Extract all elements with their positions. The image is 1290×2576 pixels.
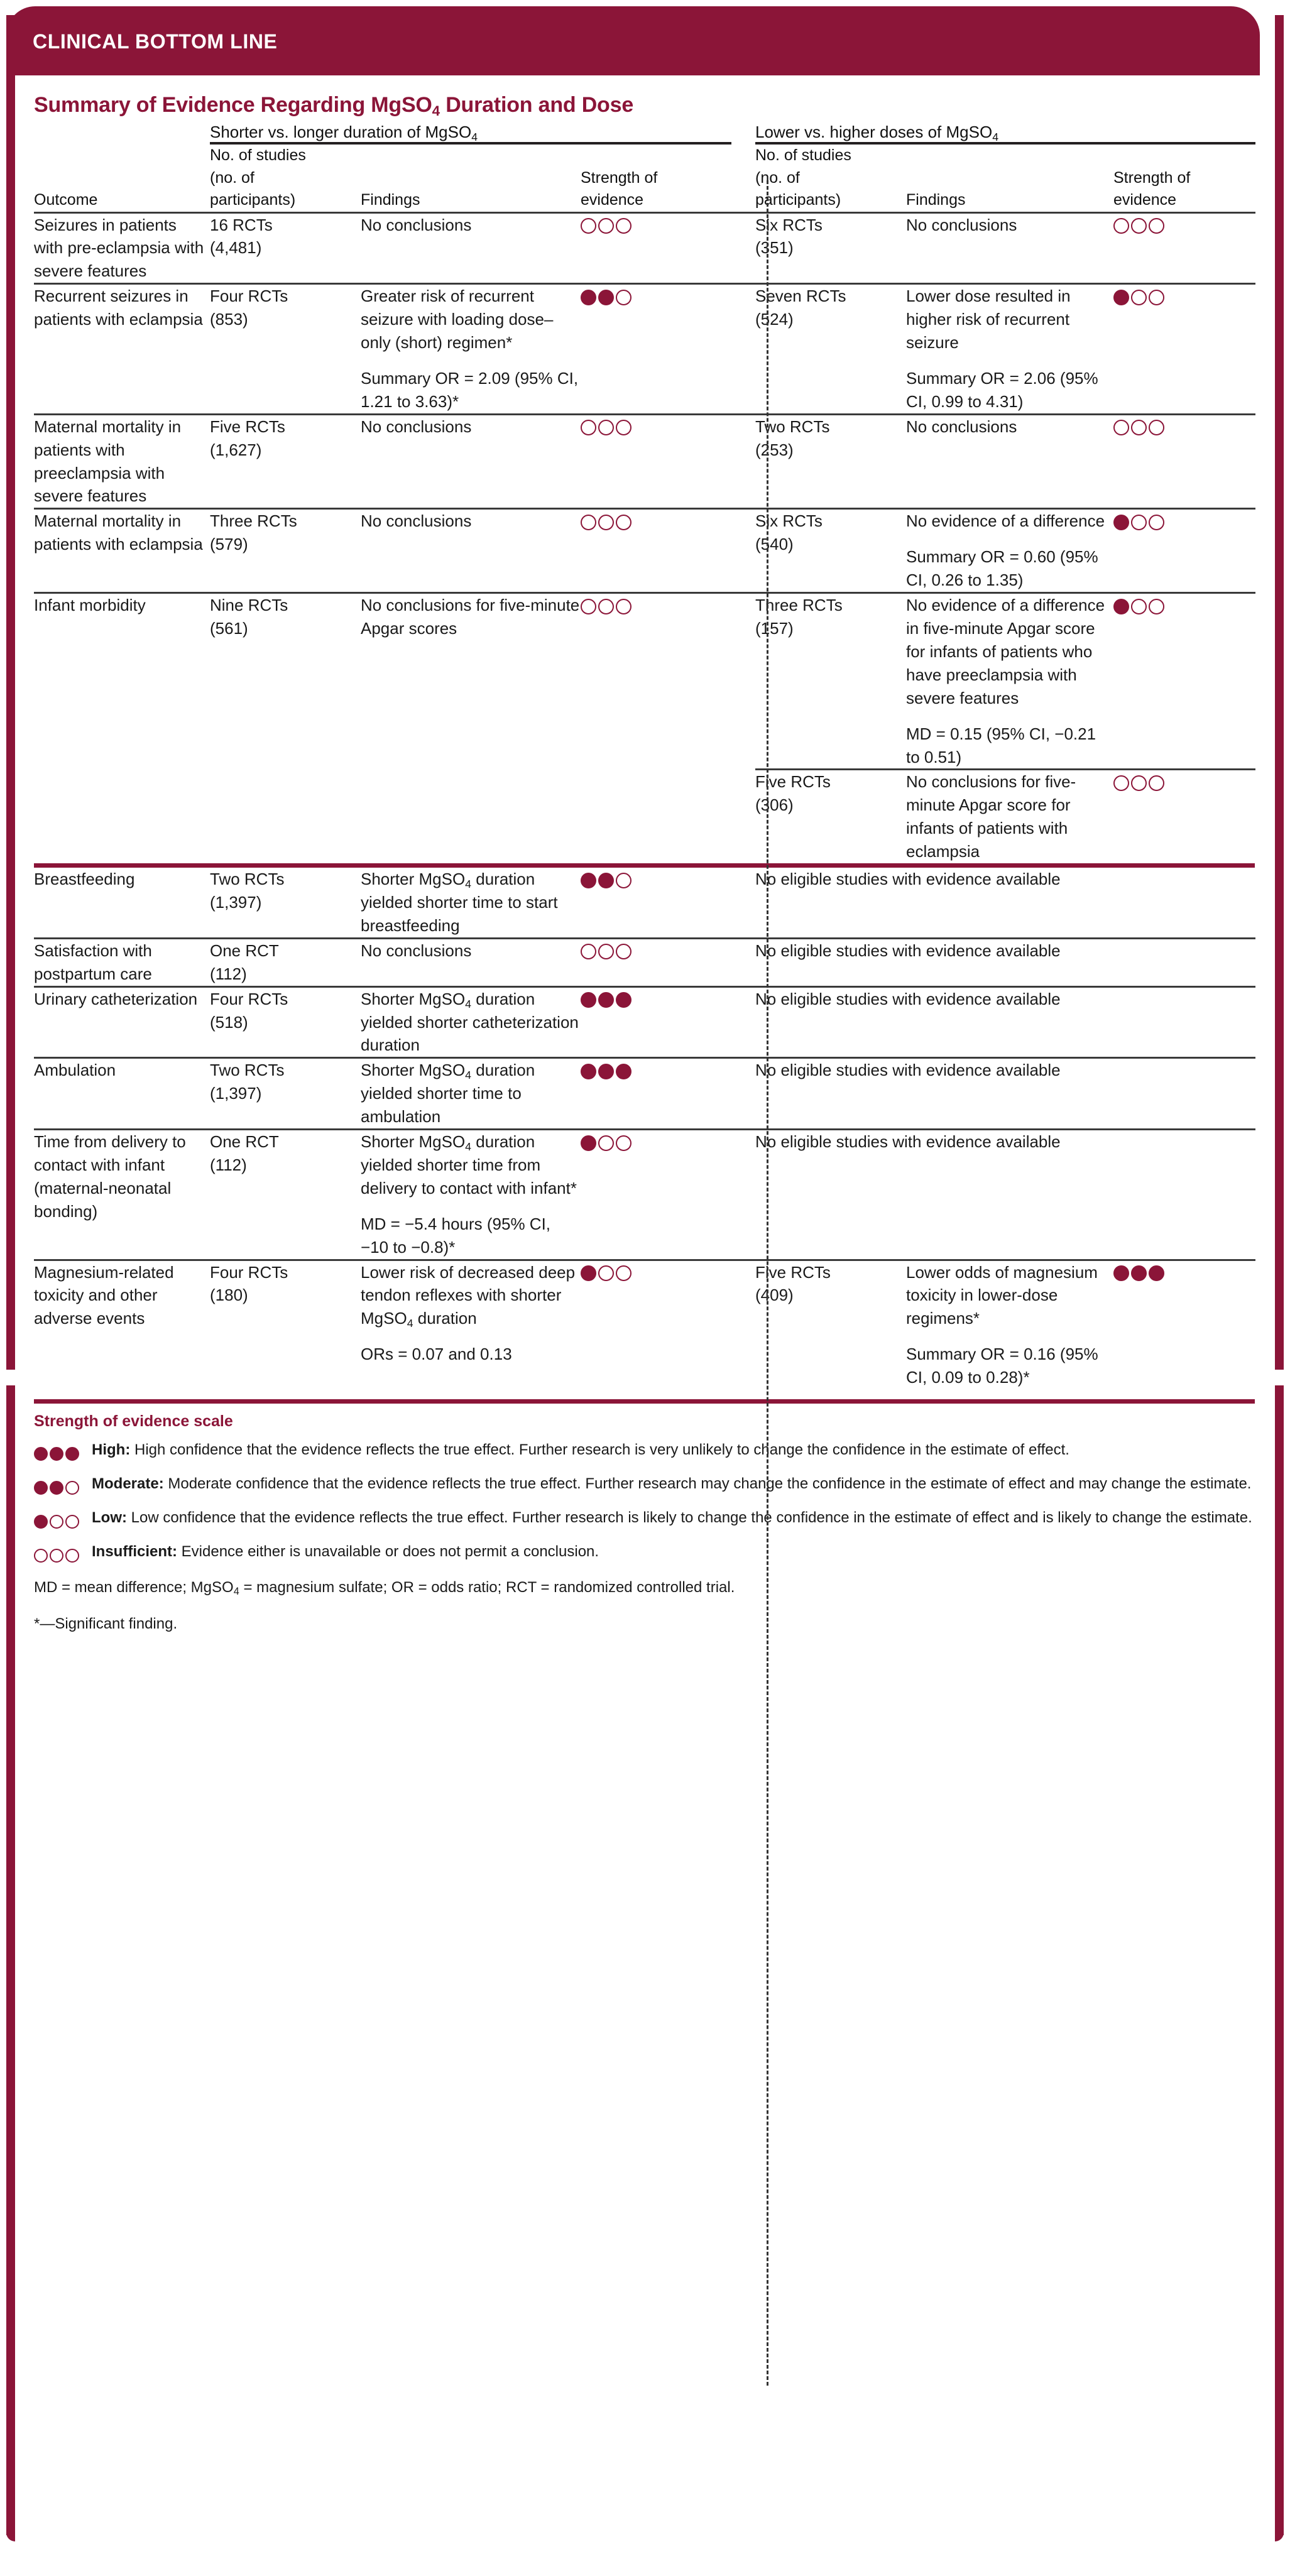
finding-sub: 4 [465,1069,472,1082]
finding-paragraph: Summary OR = 2.09 (95% CI, 1.21 to 3.63)* [361,368,579,411]
soe-dot [616,420,631,435]
table-row [34,986,1255,1058]
soe-dot [598,1135,614,1151]
evidence-table-wrap [15,123,1275,863]
soe-dot [1113,290,1129,305]
legend-title: Strength of evidence scale [34,1412,233,1431]
cell-studies-left: Four RCTs (180) [210,1262,288,1305]
col-header-studies2-l1: No. of studies [755,146,851,164]
cell-outcome: Breastfeeding [34,868,210,938]
soe-dots-low-icon [34,1507,92,1531]
cell-soe-left [581,868,731,938]
finding-post: duration yielded shorter time to start breastfeeding [361,870,558,935]
finding-paragraph: MD = 0.15 (95% CI, −0.21 to 0.51) [906,724,1096,767]
soe-dot [598,1064,614,1079]
cell-gap [731,593,755,863]
soe-dot [34,1549,48,1563]
soe-dot [1113,599,1129,614]
soe-dot [598,515,614,530]
soe-dot [598,218,614,234]
cell-soe-left [581,938,731,986]
soe-dot [65,1481,79,1495]
finding-paragraph [361,1261,581,1331]
cell-findings-left: No conclusions [361,938,581,986]
soe-dot [598,420,614,435]
legend-label: Insufficient: [92,1543,177,1561]
column-header-row [34,143,1255,212]
finding-paragraph: Lower odds of magnesium toxicity in lower-dose regimens* [906,1262,1098,1328]
soe-dot [581,1064,596,1079]
finding-paragraph: No evidence of a difference in five-minute Apgar score for infants of patients who have preeclampsia with severe features [906,596,1105,707]
soe-dot [616,992,631,1008]
col-header-soe-left-l2: evidence [581,191,644,209]
finding-pre: Lower risk of decreased deep tendon reflexes with shorter MgSO [361,1262,576,1328]
legend-item [34,1541,1255,1565]
finding-paragraph: MD = −5.4 hours (95% CI, −10 to −0.8)* [361,1214,551,1257]
frame-border-left-lower [6,1385,15,2535]
group-header-row [34,123,1255,143]
soe-dot [581,1265,596,1281]
finding-post: duration yielded shorter catheterization duration [361,989,579,1055]
col-header-soe-right-l2: evidence [1113,191,1177,209]
frame-bottom-mask [15,2533,1275,2541]
table-row [34,1260,1255,1389]
cell-outcome: Maternal mortality in patients with eclampsia [34,509,210,593]
soe-dot [581,515,596,530]
soe-dot [598,944,614,959]
cell-gap [731,1260,755,1389]
cell-no-eligible: No eligible studies with evidence available [755,1058,1255,1130]
cell-studies-left: Four RCTs (518) [210,986,361,1058]
cell-outcome: Magnesium-related toxicity and other adverse events [34,1262,174,1328]
soe-dot [616,1265,631,1281]
legend-text [92,1507,1255,1528]
table-row [34,509,1255,593]
cell-findings-left [361,1058,581,1130]
evidence-table-2 [34,868,1255,1389]
finding-sub: 4 [465,1140,472,1154]
table-row [34,284,1255,415]
cell-studies-right: Two RCTs (253) [755,414,906,509]
finding-sub: 4 [465,878,472,891]
card-body [15,75,1275,1633]
soe-dot [1131,218,1147,234]
table-row [34,1130,1255,1260]
soe-dot [1149,775,1164,791]
finding-post: duration [413,1309,477,1328]
soe-dot [581,873,596,888]
finding-pre: Shorter MgSO [361,870,466,889]
soe-dot [1149,599,1164,614]
cell-findings-right [906,593,1113,770]
col-header-findings-left: Findings [361,143,581,212]
cell-soe-left [581,509,731,593]
page-title [15,75,1275,123]
cell-studies-left: Nine RCTs (561) [210,596,288,638]
cell-outcome: Ambulation [34,1058,210,1130]
finding-paragraph: ORs = 0.07 and 0.13 [361,1345,512,1364]
finding-sub: 4 [407,1317,413,1330]
cell-studies-left: Three RCTs (579) [210,509,361,593]
finding-paragraph: Greater risk of recurrent seizure with loading dose–only (short) regimen* [361,287,554,352]
legend-desc: Low confidence that the evidence reflects the true effect. Further research is likely to change the confidence in the estimate of effect and is likely to change the estimate. [126,1509,1252,1527]
legend-desc: Evidence either is unavailable or does not permit a conclusion. [177,1543,599,1561]
soe-dot [1113,775,1129,791]
soe-dot [34,1447,48,1461]
soe-dot [581,599,596,614]
soe-dot [581,944,596,959]
soe-dot [50,1447,63,1461]
cell-gap [731,212,755,284]
finding-paragraph: Summary OR = 0.60 (95% CI, 0.26 to 1.35) [906,547,1098,590]
col-header-findings-right: Findings [906,143,1113,212]
cell-gap [731,868,755,938]
cell-soe-right [1113,1260,1255,1389]
finding-paragraph: Summary OR = 0.16 (95% CI, 0.09 to 0.28)* [906,1345,1098,1387]
table-row [34,938,1255,986]
cell-findings-left [361,284,581,415]
soe-dot [65,1549,79,1563]
cell-studies-left: One RCT (112) [210,1130,361,1260]
cell-no-eligible: No eligible studies with evidence available [755,1130,1255,1260]
cell-studies-left: 16 RCTs (4,481) [210,212,361,284]
soe-dot [616,290,631,305]
cell-studies-right: Five RCTs (306) [755,772,831,815]
soe-dot [598,290,614,305]
cell-gap [731,986,755,1058]
soe-dot [616,873,631,888]
soe-dot [1131,1265,1147,1281]
cell-findings-left: No conclusions for five-minute Apgar scores [361,596,580,638]
col-header-studies2-l2: (no. of [755,168,800,187]
soe-dot [34,1481,48,1495]
col-header-soe-right-l1: Strength of [1113,168,1191,187]
table-row [34,212,1255,284]
cell-findings-left: No conclusions [361,212,581,284]
page-title-pre: Summary of Evidence Regarding MgSO [34,93,432,117]
cell-soe-left [581,414,731,509]
cell-studies-right: Five RCTs (409) [755,1262,831,1305]
cell-studies-right: Six RCTs (540) [755,509,906,593]
soe-dot [581,1135,596,1151]
soe-dot [1113,218,1129,234]
col-header-studies-left [210,143,361,212]
cell-soe-left [581,986,731,1058]
cell-outcome: Infant morbidity [34,596,146,615]
soe-dot [616,1064,631,1079]
section-break-rule [34,863,1255,868]
soe-dot [616,1135,631,1151]
cell-soe-right [1113,414,1255,509]
col-header-soe-left [581,143,731,212]
cell-soe-right [1113,212,1255,284]
soe-dot [1149,1265,1164,1281]
column-group-divider [767,180,768,2386]
group-header-right-sub: 4 [992,131,999,143]
cell-outcome: Time from delivery to contact with infant (maternal-neonatal bonding) [34,1130,210,1260]
soe-dot [616,599,631,614]
group-header-right [755,123,1255,143]
col-header-studies2-l3: participants) [755,191,841,209]
cell-findings-left [361,868,581,938]
soe-dot [50,1515,63,1529]
evidence-table-wrap-2 [15,868,1275,1389]
cell-findings-right: No conclusions [906,212,1113,284]
cell-gap [731,1130,755,1260]
soe-dot [1113,515,1129,530]
cell-findings-left [361,1260,581,1389]
cell-no-eligible: No eligible studies with evidence available [755,986,1255,1058]
col-header-soe-right [1113,143,1255,212]
cell-soe-right [1113,284,1255,415]
legend-text [92,1473,1255,1494]
cell-outcome: Recurrent seizures in patients with eclampsia [34,284,210,415]
footer-rule [34,1399,1255,1404]
significance-note: *—Significant finding. [34,1615,178,1633]
cell-findings-left [361,1130,581,1260]
soe-dot [1131,290,1147,305]
soe-dot [581,290,596,305]
legend-desc: High confidence that the evidence reflects the true effect. Further research is very unlikely to change the confidence in the estimate of effect. [130,1441,1069,1459]
cell-soe-left [581,212,731,284]
cell-outcome: Seizures in patients with pre-eclampsia with severe features [34,212,210,284]
col-header-studies-l2: (no. of [210,168,254,187]
group-header-spacer [34,123,210,143]
soe-dot [581,218,596,234]
soe-dot [1113,1265,1129,1281]
cell-gap [731,284,755,415]
legend-footer [34,1389,1255,1633]
soe-dot [1131,515,1147,530]
col-header-studies-right [755,143,906,212]
abbr-pre: MD = mean difference; MgSO [34,1578,234,1596]
soe-dot [616,944,631,959]
soe-dots-high-icon [34,1439,92,1463]
legend-text [92,1439,1255,1460]
finding-paragraph: Summary OR = 2.06 (95% CI, 0.99 to 4.31) [906,368,1098,411]
legend-label: Low: [92,1509,127,1527]
abbreviations-note [34,1577,1255,1598]
cell-studies-right: Three RCTs (157) [755,593,906,770]
cell-soe-left [581,284,731,415]
soe-dot [598,1265,614,1281]
cell-soe-right [1113,593,1255,770]
finding-sub: 4 [465,997,472,1010]
soe-dot [1149,290,1164,305]
col-header-outcome: Outcome [34,143,210,212]
cell-findings-right [906,284,1113,415]
cell-no-eligible: No eligible studies with evidence available [755,868,1255,938]
cell-gap [731,938,755,986]
cell-soe-right [1113,770,1255,863]
group-header-left-pre: Shorter vs. longer duration of MgSO [210,123,472,141]
soe-dot [1149,515,1164,530]
soe-dot [34,1515,48,1529]
cell-no-eligible: No eligible studies with evidence available [755,938,1255,986]
frame-border-left-upper [6,15,15,1370]
soe-dot [1149,218,1164,234]
cell-studies-left: Two RCTs (1,397) [210,868,361,938]
page-title-sub: 4 [432,103,440,119]
cell-studies-left: One RCT (112) [210,938,361,986]
soe-dot [1131,599,1147,614]
soe-dot [65,1515,79,1529]
cell-outcome: Satisfaction with postpartum care [34,938,210,986]
col-header-studies-l1: No. of studies [210,146,306,164]
group-header-left [210,123,731,143]
header-label: CLINICAL BOTTOM LINE [33,30,278,53]
col-header-studies-l3: participants) [210,191,296,209]
legend-label: High: [92,1441,131,1459]
finding-post: duration yielded shorter time from delivery to contact with infant* [361,1132,577,1198]
cell-studies-left: Five RCTs (1,627) [210,414,361,509]
cell-soe-left [581,593,731,863]
soe-dot [1113,420,1129,435]
legend-desc: Moderate confidence that the evidence reflects the true effect. Further research may change the confidence in the estimate of effect and may change the estimate. [163,1475,1252,1493]
legend-item [34,1439,1255,1463]
cell-findings-right: No conclusions for five-minute Apgar score for infants of patients with eclampsia [906,772,1076,861]
cell-findings-left [361,986,581,1058]
soe-dot [581,420,596,435]
table-row [34,868,1255,938]
finding-post: duration yielded shorter time to ambulation [361,1061,535,1127]
soe-dot [50,1549,63,1563]
cell-findings-right [906,1260,1113,1389]
col-header-soe-left-l1: Strength of [581,168,658,187]
group-header-gap [731,123,755,143]
abbr-post: = magnesium sulfate; OR = odds ratio; RCT = randomized controlled trial. [239,1578,735,1596]
finding-pre: Shorter MgSO [361,989,466,1008]
cell-studies-left: Four RCTs (853) [210,284,361,415]
soe-dot [1149,420,1164,435]
page-title-post: Duration and Dose [439,93,634,117]
cell-outcome: Maternal mortality in patients with preeclampsia with severe features [34,414,210,509]
cell-gap [731,1058,755,1130]
cell-gap [731,509,755,593]
cell-studies-right: Seven RCTs (524) [755,284,906,415]
cell-soe-left [581,1130,731,1260]
soe-dots-moderate-icon [34,1473,92,1497]
abbr-sub: 4 [233,1585,239,1597]
table-row [34,1058,1255,1130]
soe-dot [616,515,631,530]
soe-dot [598,873,614,888]
cell-findings-left: No conclusions [361,509,581,593]
legend-label: Moderate: [92,1475,164,1493]
legend-item [34,1473,1255,1497]
soe-dot [65,1447,79,1461]
legend-text [92,1541,1255,1562]
soe-dot [1131,420,1147,435]
soe-dot [50,1481,63,1495]
finding-pre: Shorter MgSO [361,1061,466,1080]
frame-border-right-lower [1275,1385,1284,2535]
legend-item [34,1507,1255,1531]
cell-findings-right: No conclusions [906,414,1113,509]
group-header-left-sub: 4 [471,131,478,143]
table-row [34,593,1255,770]
soe-dot [581,992,596,1008]
cell-findings-left: No conclusions [361,414,581,509]
cell-studies-left: Two RCTs (1,397) [210,1058,361,1130]
cell-studies-right: Six RCTs (351) [755,212,906,284]
cell-soe-left [581,1058,731,1130]
soe-dot [598,599,614,614]
col-header-gap [731,143,755,212]
soe-dot [598,992,614,1008]
cell-soe-left [581,1260,731,1389]
group-header-right-pre: Lower vs. higher doses of MgSO [755,123,993,141]
finding-paragraph: Lower dose resulted in higher risk of recurrent seizure [906,287,1071,352]
table-row [34,414,1255,509]
finding-pre: Shorter MgSO [361,1132,466,1152]
finding-paragraph: No evidence of a difference [906,511,1105,531]
soe-dot [616,218,631,234]
cell-outcome: Urinary catheterization [34,986,210,1058]
frame-border-right-upper [1275,15,1284,1370]
evidence-table [34,123,1255,863]
finding-paragraph [361,1130,581,1200]
cell-findings-right [906,509,1113,593]
soe-dot [1131,775,1147,791]
cell-soe-right [1113,509,1255,593]
cell-gap [731,414,755,509]
soe-dots-insufficient-icon [34,1541,92,1565]
